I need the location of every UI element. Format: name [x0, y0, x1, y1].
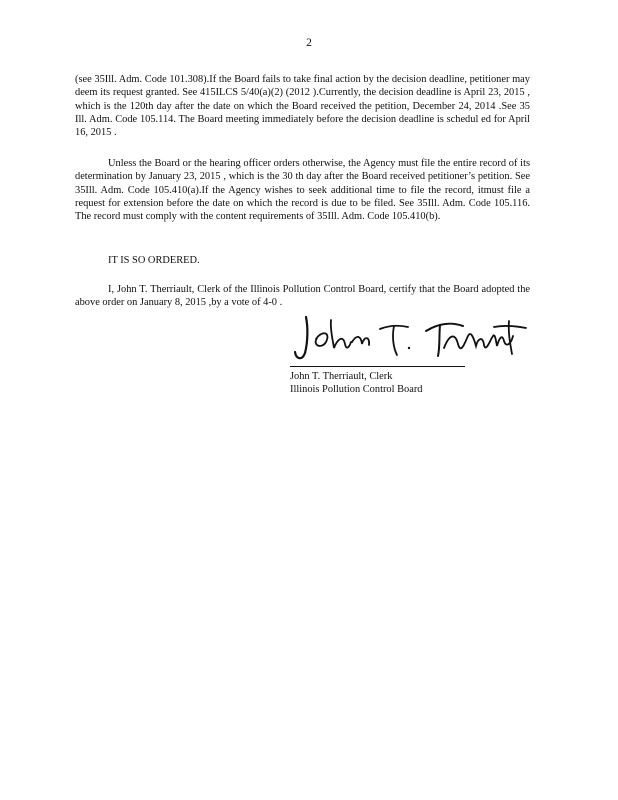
- decision-deadline-paragraph: (see 35Ill. Adm. Code 101.308).If the Board fails to take final action by the decision deadline, petitioner may deem its request granted. See 415ILCS 5/40(a)(2) (2012 ).Currently, the decision deadline is April 23, 2015 , which is the 120th day after the date on which the Board received the petition, December 24, 2014 .See 35 Ill. Adm. Code 105.114. The Board meeting immediately before the decision deadline is schedul ed for April 16, 2015 .: [75, 74, 530, 139]
- board-name: Illinois Pollution Control Board: [290, 384, 423, 396]
- ordered-statement: IT IS SO ORDERED.: [108, 255, 200, 266]
- handwritten-signature: [288, 305, 528, 365]
- page-number: 2: [306, 37, 312, 49]
- signature-block: [290, 370, 423, 397]
- signature-rule: [290, 366, 465, 367]
- agency-record-paragraph: Unless the Board or the hearing officer orders otherwise, the Agency must file the entire record of its determination by January 23, 2015 , which is the 30 th day after the Board received petitioner’s petition. See 35Ill. Adm. Code 105.410(a).If the Agency wishes to seek additional time to file the record, itmust file a request for extension before the date on which the record is due to be filed. See 35Ill. Adm. Code 105.116. The record must comply with the content requirements of 35Ill. Adm. Code 105.410(b).: [75, 158, 530, 223]
- clerk-name-title: John T. Therriault, Clerk: [290, 371, 393, 382]
- clerk-certification-paragraph: I, John T. Therriault, Clerk of the Illinois Pollution Control Board, certify that the Board adopted the above order on January 8, 2015 ,by a vote of 4-0 .: [75, 284, 530, 309]
